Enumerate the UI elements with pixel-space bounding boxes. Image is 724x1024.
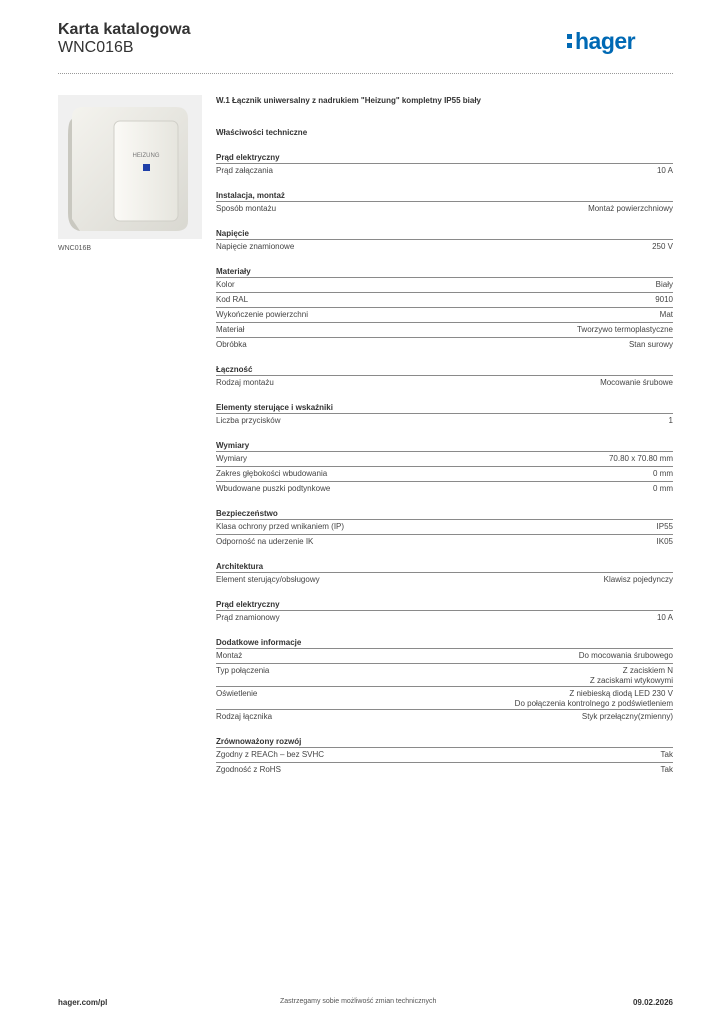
tech-properties-heading: Właściwości techniczne <box>216 128 308 137</box>
spec-key: Wbudowane puszki podtynkowe <box>216 484 331 493</box>
spec-value: Mocowanie śrubowe <box>600 378 673 387</box>
spec-key: Zakres głębokości wbudowania <box>216 469 328 478</box>
spec-value: Do mocowania śrubowego <box>578 651 673 660</box>
product-title: W.1 Łącznik uniwersalny z nadrukiem "Heizung" kompletny IP55 biały <box>216 96 481 105</box>
spec-row <box>216 762 673 777</box>
hager-logo <box>565 28 673 56</box>
spec-value: 1 <box>668 416 673 425</box>
spec-key: Wykończenie powierzchni <box>216 310 308 319</box>
spec-row <box>216 201 673 216</box>
spec-group <box>216 562 673 587</box>
spec-row <box>216 534 673 549</box>
spec-value: Stan surowy <box>628 340 673 349</box>
footer-date: 09.02.2026 <box>632 998 673 1007</box>
header-divider <box>58 73 673 74</box>
spec-value: 70.80 x 70.80 mm <box>608 454 673 463</box>
spec-key: Kod RAL <box>216 295 249 304</box>
spec-value: Biały <box>655 280 673 289</box>
spec-group-title: Instalacja, montaż <box>216 191 285 200</box>
spec-key: Rodzaj łącznika <box>216 712 273 721</box>
spec-value: IP55 <box>656 522 673 531</box>
spec-row <box>216 572 673 587</box>
spec-key: Odporność na uderzenie IK <box>216 537 314 546</box>
spec-value: Montaż powierzchniowy <box>588 204 673 213</box>
spec-row <box>216 610 673 625</box>
spec-group <box>216 153 673 178</box>
spec-row <box>216 292 673 307</box>
spec-group-title: Architektura <box>216 562 264 571</box>
spec-group-title: Elementy sterujące i wskaźniki <box>216 403 333 412</box>
spec-group <box>216 737 673 777</box>
spec-key: Klasa ochrony przed wnikaniem (IP) <box>216 522 345 531</box>
spec-key: Rodzaj montażu <box>216 378 274 387</box>
spec-group <box>216 267 673 352</box>
spec-row <box>216 747 673 762</box>
svg-text:hager: hager <box>575 28 636 54</box>
spec-value: Z niebieską diodą LED 230 V Do połączenia kontrolnego z podświetleniem <box>514 689 673 708</box>
page-title: Karta katalogowa <box>58 21 191 38</box>
spec-key: Prąd znamionowy <box>216 613 280 622</box>
spec-key: Prąd załączania <box>216 166 273 175</box>
spec-row <box>216 277 673 292</box>
spec-row <box>216 307 673 322</box>
svg-text:HEIZUNG: HEIZUNG <box>132 153 160 159</box>
spec-value: IK05 <box>656 537 673 546</box>
spec-row <box>216 466 673 481</box>
spec-value: Klawisz pojedynczy <box>603 575 673 584</box>
product-image <box>58 95 202 239</box>
spec-value: 10 A <box>656 166 673 175</box>
spec-row <box>216 239 673 254</box>
spec-row <box>216 709 673 724</box>
spec-group <box>216 229 673 254</box>
spec-groups <box>216 153 673 777</box>
spec-value: 10 A <box>656 613 673 622</box>
spec-value: Tak <box>660 765 673 774</box>
spec-group-title: Prąd elektryczny <box>216 600 280 609</box>
spec-key: Kolor <box>216 280 235 289</box>
spec-row <box>216 648 673 663</box>
spec-key: Sposób montażu <box>216 204 277 213</box>
spec-key: Wymiary <box>216 454 248 463</box>
spec-group-title: Napięcie <box>216 229 249 238</box>
spec-group <box>216 509 673 549</box>
image-caption: WNC016B <box>58 245 92 252</box>
spec-key: Typ połączenia <box>216 666 270 675</box>
footer-website: hager.com/pl <box>58 998 108 1007</box>
spec-value: Tworzywo termoplastyczne <box>576 325 673 334</box>
spec-row <box>216 686 673 709</box>
spec-key: Zgodność z RoHS <box>216 765 281 774</box>
spec-section <box>216 95 673 777</box>
spec-row <box>216 519 673 534</box>
spec-key: Obróbka <box>216 340 247 349</box>
spec-group <box>216 403 673 428</box>
spec-group <box>216 638 673 724</box>
spec-row <box>216 337 673 352</box>
footer-disclaimer: Zastrzegamy sobie możliwość zmian technicznych <box>280 998 437 1005</box>
spec-value: 9010 <box>655 295 673 304</box>
spec-group-title: Wymiary <box>216 441 250 450</box>
spec-key: Montaż <box>216 651 243 660</box>
spec-group <box>216 365 673 390</box>
spec-row <box>216 322 673 337</box>
spec-value: Mat <box>659 310 673 319</box>
spec-group-title: Bezpieczeństwo <box>216 509 278 518</box>
spec-row <box>216 375 673 390</box>
spec-group-title: Prąd elektryczny <box>216 153 280 162</box>
spec-key: Materiał <box>216 325 245 334</box>
spec-key: Napięcie znamionowe <box>216 242 295 251</box>
spec-value: Styk przełączny(zmienny) <box>581 712 673 721</box>
spec-key: Oświetlenie <box>216 689 258 698</box>
spec-value: 0 mm <box>653 484 673 493</box>
spec-value: Tak <box>660 750 673 759</box>
spec-row <box>216 163 673 178</box>
switch-illustration <box>58 95 202 239</box>
spec-row <box>216 413 673 428</box>
spec-row <box>216 481 673 496</box>
spec-row <box>216 451 673 466</box>
spec-group <box>216 441 673 496</box>
spec-group <box>216 191 673 216</box>
spec-group <box>216 600 673 625</box>
spec-value: Z zaciskiem N Z zaciskami wtykowymi <box>589 666 673 685</box>
spec-key: Liczba przycisków <box>216 416 281 425</box>
product-code: WNC016B <box>58 39 134 56</box>
spec-key: Zgodny z REACh – bez SVHC <box>216 750 325 759</box>
spec-key: Element sterujący/obsługowy <box>216 575 320 584</box>
spec-group-title: Dodatkowe informacje <box>216 638 302 647</box>
spec-value: 250 V <box>652 242 673 251</box>
spec-group-title: Łączność <box>216 365 253 374</box>
spec-group-title: Zrównoważony rozwój <box>216 737 302 746</box>
spec-row <box>216 663 673 686</box>
spec-value: 0 mm <box>653 469 673 478</box>
spec-group-title: Materiały <box>216 267 251 276</box>
